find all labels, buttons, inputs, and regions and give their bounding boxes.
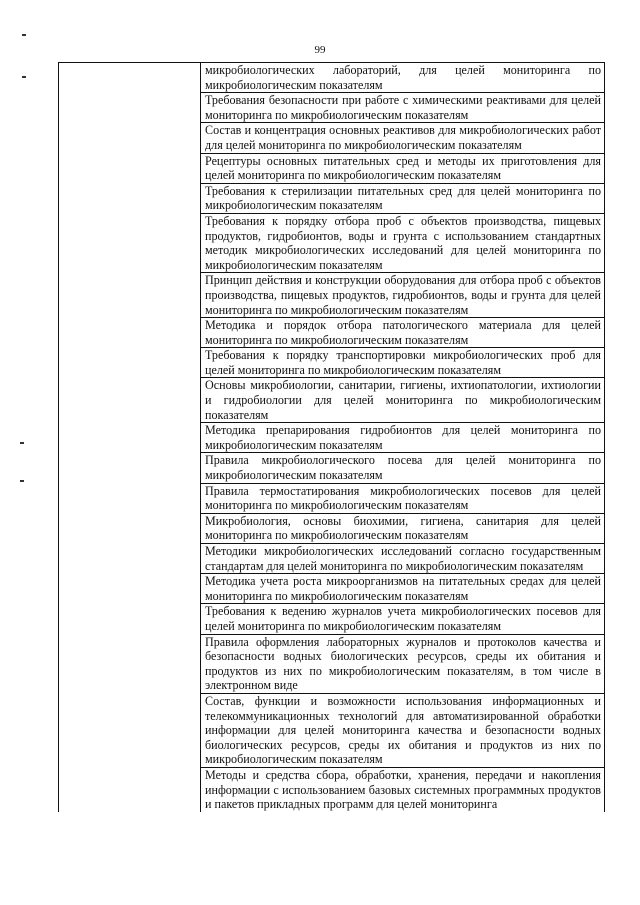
table-body: [59, 63, 605, 812]
table-cell: Правила оформления лабораторных журналов и протоколов качества и безопасности водных биологических ресурсов, среды их обитания и продуктов из них по микробиологическим показателям, в том числе в электронном виде: [201, 634, 605, 693]
scan-mark: [22, 34, 26, 36]
table-row: [59, 63, 605, 93]
table-cell: Основы микробиологии, санитарии, гигиены, ихтиопатологии, ихтиологии и гидробиологии для целей мониторинга по микробиологическим показателям: [201, 378, 605, 423]
table-cell: Методики микробиологических исследований согласно государственным стандартам для целей мониторинга по микробиологическим показателям: [201, 544, 605, 574]
table-cell: Требования к стерилизации питательных сред для целей мониторинга по микробиологическим показателям: [201, 183, 605, 213]
scan-mark: [20, 480, 24, 482]
table-cell: Правила микробиологического посева для целей мониторинга по микробиологическим показателям: [201, 453, 605, 483]
table-cell: Методика учета роста микроорганизмов на питательных средах для целей мониторинга по микробиологическим показателям: [201, 574, 605, 604]
table-cell: Требования безопасности при работе с химическими реактивами для целей мониторинга по микробиологическим показателям: [201, 93, 605, 123]
requirements-table: [58, 62, 605, 812]
table-cell: Требования к порядку транспортировки микробиологических проб для целей мониторинга по микробиологическим показателям: [201, 348, 605, 378]
table-cell: Методы и средства сбора, обработки, хранения, передачи и накопления информации с использованием базовых системных программных продуктов и пакетов прикладных программ для целей мониторинга: [201, 767, 605, 811]
table-left-cell: [59, 63, 201, 812]
table-cell: Методика препарирования гидробионтов для целей мониторинга по микробиологическим показателям: [201, 423, 605, 453]
table-cell: Требования к порядку отбора проб с объектов производства, пищевых продуктов, гидробионтов, воды и грунта с использованием стандартных методик микробиологических исследований для целей мониторинга по микробиологическим показателям: [201, 213, 605, 272]
scan-mark: [22, 76, 26, 78]
table-cell: Микробиология, основы биохимии, гигиена, санитария для целей мониторинга по микробиологическим показателям: [201, 513, 605, 543]
table-cell: микробиологических лабораторий, для целей мониторинга по микробиологическим показателям: [201, 63, 605, 93]
table-cell: Принцип действия и конструкции оборудования для отбора проб с объектов производства, пищевых продуктов, гидробионтов, воды и грунта для целей мониторинга по микробиологическим показателям: [201, 273, 605, 318]
table-cell: Состав и концентрация основных реактивов для микробиологических работ для целей мониторинга по микробиологическим показателям: [201, 123, 605, 153]
scan-mark: [20, 442, 24, 444]
table-cell: Требования к ведению журналов учета микробиологических посевов для целей мониторинга по микробиологическим показателям: [201, 604, 605, 634]
table-cell: Методика и порядок отбора патологического материала для целей мониторинга по микробиологическим показателям: [201, 318, 605, 348]
table-cell: Состав, функции и возможности использования информационных и телекоммуникационных технологий для автоматизированной обработки информации для целей мониторинга качества и безопасности водных биологических ресурсов, среды их обитания и продуктов из них по микробиологическим показателям: [201, 693, 605, 767]
page-number: 99: [314, 44, 326, 56]
table-cell: Правила термостатирования микробиологических посевов для целей мониторинга по микробиологическим показателям: [201, 483, 605, 513]
table-cell: Рецептуры основных питательных сред и методы их приготовления для целей мониторинга по микробиологическим показателям: [201, 153, 605, 183]
